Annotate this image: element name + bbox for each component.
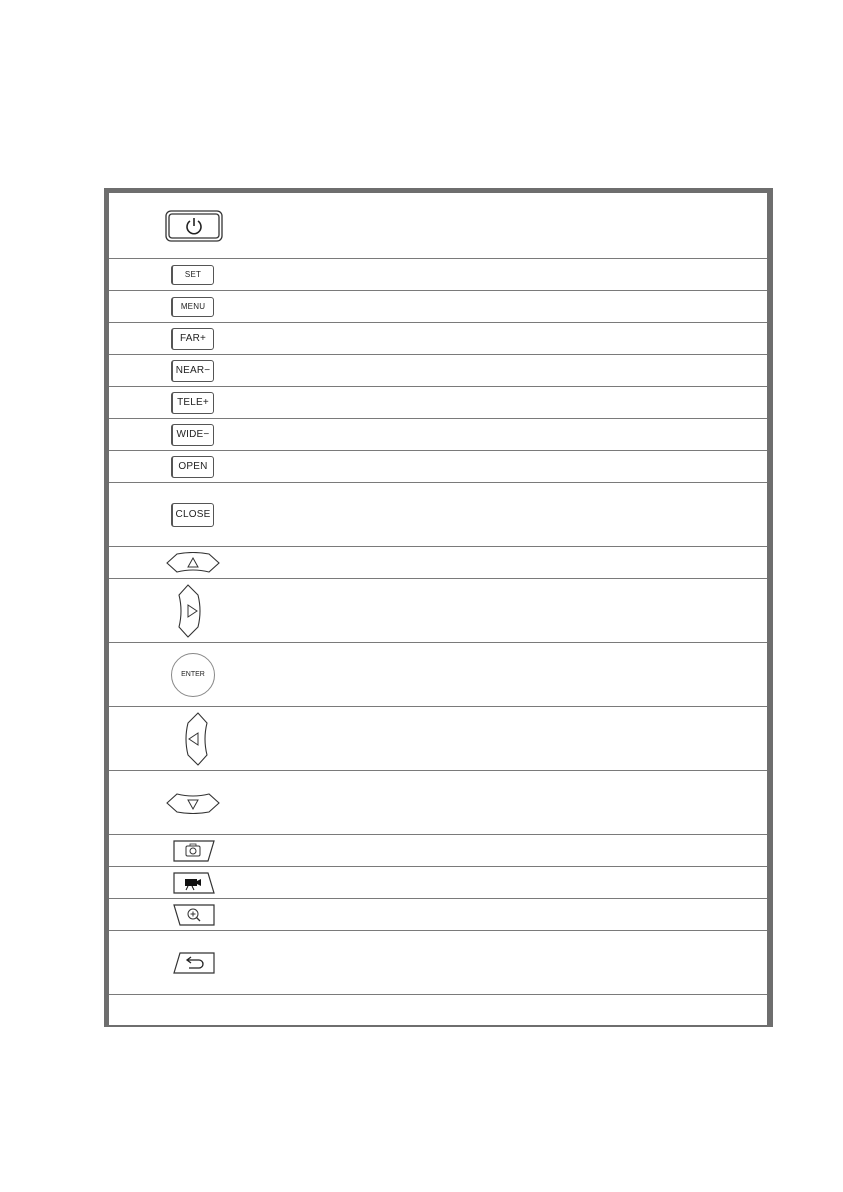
table-row-far [109,323,767,355]
table-row-down [109,771,767,835]
far-plus-button[interactable]: FAR+ [171,328,214,350]
table-row-snapshot [109,835,767,867]
table-row-near [109,355,767,387]
video-camera-icon [172,872,216,894]
table-row-close [109,483,767,547]
table-row-back [109,931,767,995]
return-icon [172,952,216,974]
up-button[interactable] [165,552,221,574]
arrow-left-icon [177,711,209,767]
set-button[interactable]: SET [171,265,214,285]
table-row-set [109,259,767,291]
table-row-open [109,451,767,483]
table-row-up [109,547,767,579]
right-button[interactable] [177,583,209,639]
wide-minus-button[interactable]: WIDE− [171,424,214,446]
zoom-in-icon [172,904,216,926]
enter-button[interactable]: ENTER [171,653,215,697]
key-table [109,193,767,1025]
table-row-zoom [109,899,767,931]
table-row-record [109,867,767,899]
camera-icon [172,840,216,862]
open-button[interactable]: OPEN [171,456,214,478]
table-row-wide [109,419,767,451]
table-row-enter [109,643,767,707]
left-button[interactable] [177,711,209,767]
record-button[interactable] [172,872,216,894]
arrow-right-icon [177,583,209,639]
back-button[interactable] [172,952,216,974]
table-row-power [109,193,767,259]
table-row-tele [109,387,767,419]
arrow-down-icon [165,792,221,814]
power-button[interactable] [165,210,223,242]
key-table-frame [104,188,773,1027]
power-icon [165,210,223,242]
table-row-left [109,707,767,771]
near-minus-button[interactable]: NEAR− [171,360,214,382]
arrow-up-icon [165,552,221,574]
snapshot-button[interactable] [172,840,216,862]
close-button[interactable]: CLOSE [171,503,214,527]
menu-button[interactable]: MENU [171,297,214,317]
tele-plus-button[interactable]: TELE+ [171,392,214,414]
table-row-menu [109,291,767,323]
table-row-right [109,579,767,643]
zoom-button[interactable] [172,904,216,926]
down-button[interactable] [165,792,221,814]
table-row-empty [109,995,767,1025]
